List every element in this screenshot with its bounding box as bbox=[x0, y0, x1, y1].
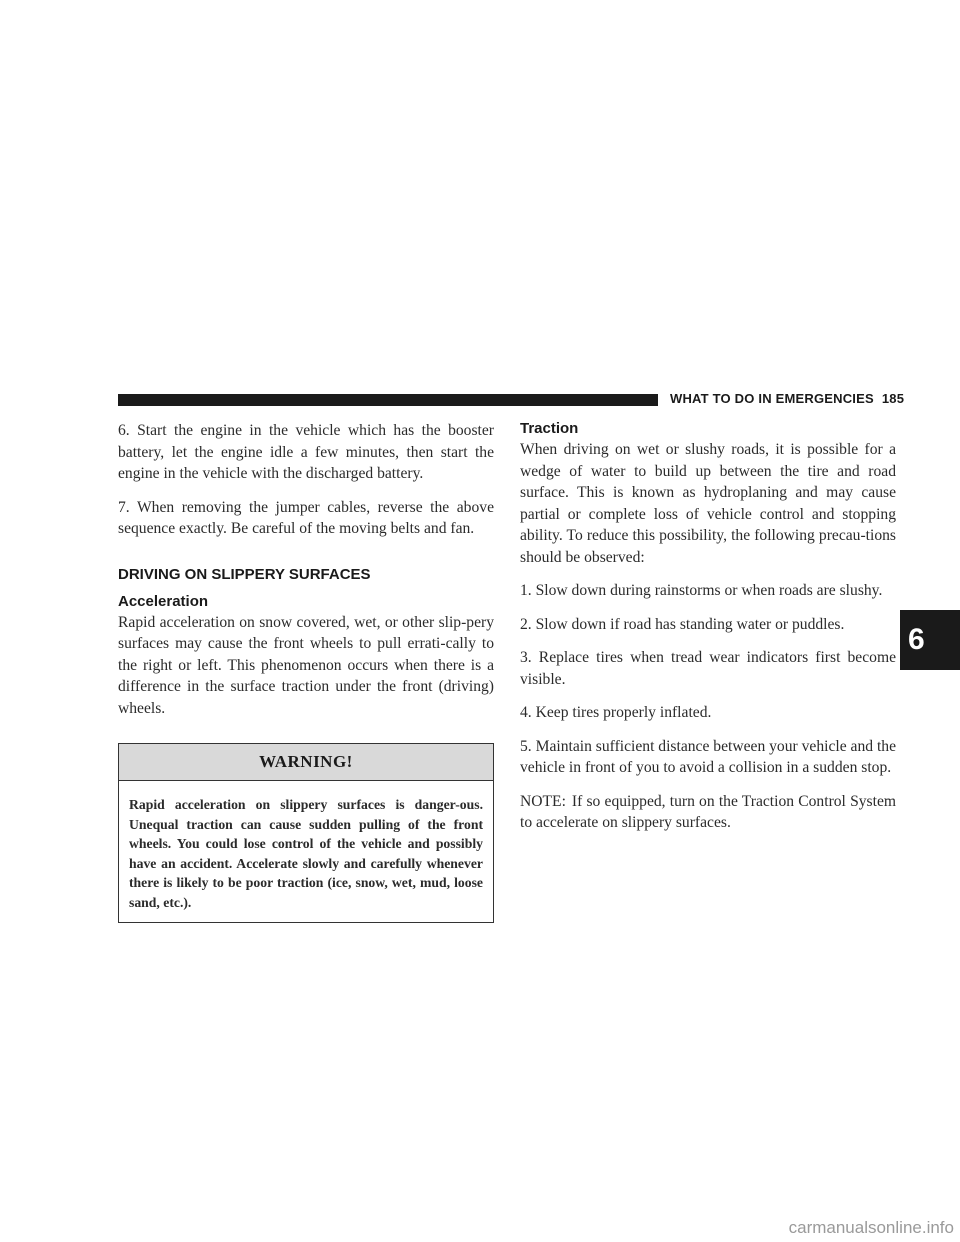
page-number: 185 bbox=[881, 391, 905, 406]
watermark: carmanualsonline.info bbox=[788, 1218, 954, 1237]
running-header bbox=[670, 391, 904, 406]
acceleration-heading: Acceleration bbox=[118, 592, 209, 610]
right-column bbox=[520, 420, 896, 846]
left-column bbox=[118, 420, 494, 923]
warning-title: WARNING! bbox=[119, 744, 493, 781]
section-title: WHAT TO DO IN EMERGENCIES bbox=[670, 391, 874, 406]
list-item: 1. Slow down during rainstorms or when roads are slushy. bbox=[520, 582, 883, 599]
note-label: NOTE: bbox=[520, 792, 566, 810]
note-text: If so equipped, turn on the Traction Control System to accelerate on slippery surfaces. bbox=[520, 792, 896, 831]
traction-paragraph: When driving on wet or slushy roads, it is possible for a wedge of water to build up between the tire and road surface. This is known as hydroplaning and may cause partial or complete loss of vehicle control and stopping ability. To reduce this possibility, the following precau-tions should be observed: bbox=[520, 441, 896, 566]
section-heading: DRIVING ON SLIPPERY SURFACES bbox=[118, 565, 371, 583]
header-rule bbox=[118, 394, 658, 406]
step-6-paragraph: 6. Start the engine in the vehicle which has the booster battery, let the engine idle a few minutes, then start the engine in the vehicle with the discharged battery. bbox=[118, 422, 494, 482]
list-item: 5. Maintain sufficient distance between your vehicle and the vehicle in front of you to avoid a collision in a sudden stop. bbox=[520, 737, 897, 776]
list-item: 3. Replace tires when tread wear indicators first become visible. bbox=[520, 649, 896, 688]
list-item: 2. Slow down if road has standing water or puddles. bbox=[520, 615, 845, 633]
traction-heading: Traction bbox=[520, 420, 579, 437]
note-paragraph bbox=[520, 791, 896, 834]
step-7-paragraph: 7. When removing the jumper cables, reverse the above sequence exactly. Be careful of the moving belts and fan. bbox=[118, 498, 494, 537]
warning-text: Rapid acceleration on slippery surfaces is danger-ous. Unequal traction can cause sudden pulling of the front wheels. You could lose control of the vehicle and possibly have an accident. Accelerate slowly and carefully whenever there is likely to be poor traction (ice, snow, wet, mud, loose sand, etc.). bbox=[129, 797, 483, 910]
warning-box bbox=[118, 743, 494, 923]
list-item: 4. Keep tires properly inflated. bbox=[520, 704, 712, 721]
chapter-tab: 6 bbox=[900, 610, 960, 670]
acceleration-paragraph: Rapid acceleration on snow covered, wet, or other slip-pery surfaces may cause the front wheels to pull errati-cally to the right or left. This phenomenon occurs when there is a difference in the surface traction under the front (driving) wheels. bbox=[118, 613, 494, 717]
